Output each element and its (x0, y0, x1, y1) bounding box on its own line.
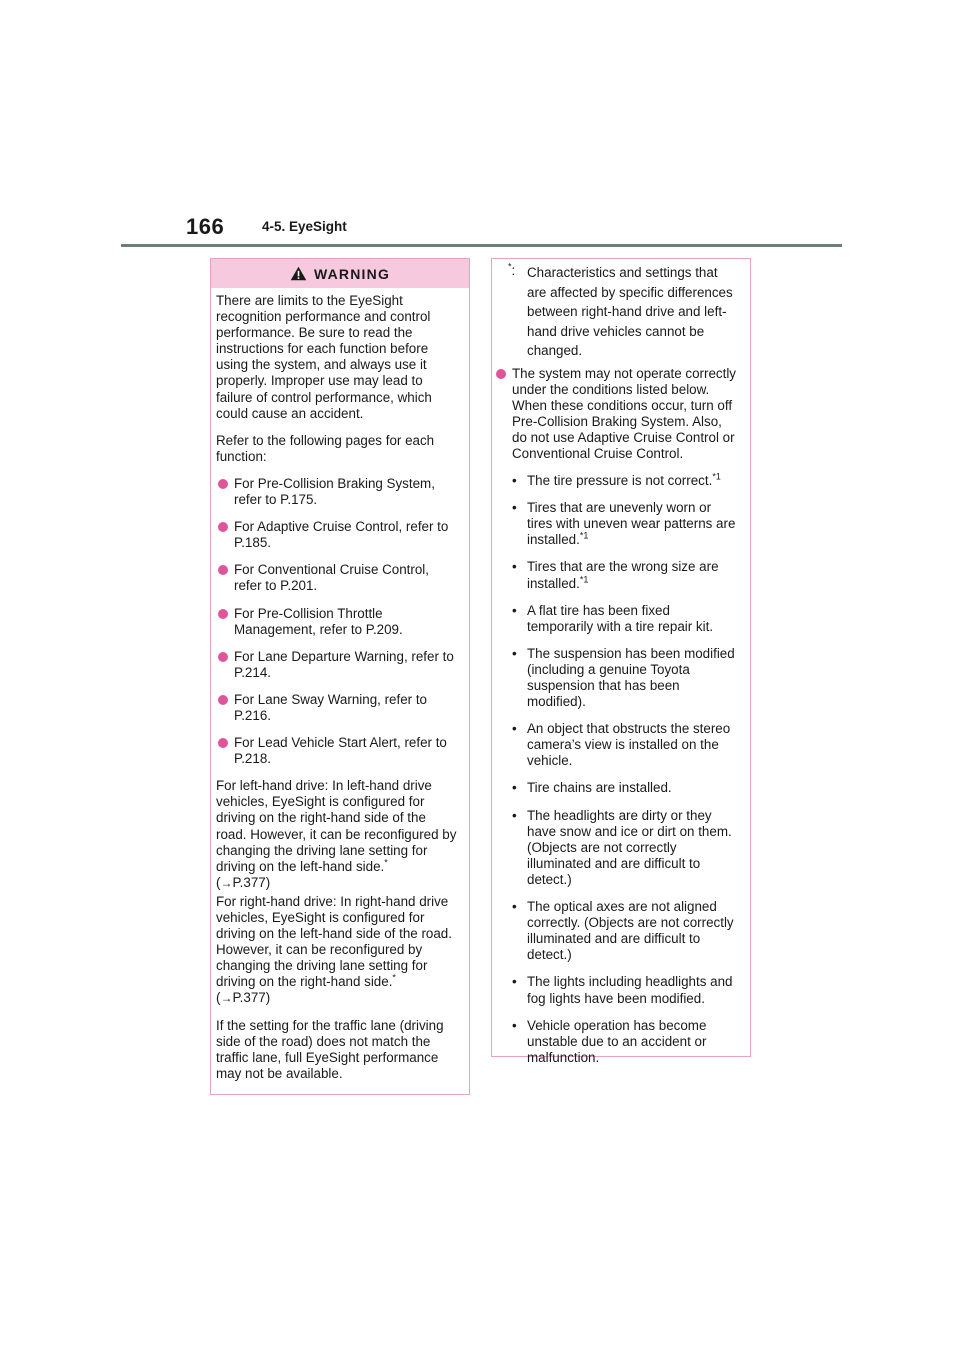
list-item: • The optical axes are not aligned correctly. (Objects are not correctly illuminated and are difficult to detect.) (512, 899, 734, 963)
warning-icon (290, 266, 307, 281)
list-item: • Tire chains are installed. (512, 780, 672, 796)
warning-title: WARNING (313, 265, 391, 282)
arrow-icon: → (220, 991, 233, 1006)
bullet-dot-icon (218, 652, 228, 662)
lhd-paragraph: For left-hand drive: In left-hand drive vehicles, EyeSight is configured for driving on the right-hand side of the road. However, it can be reconfigured by changing the driving lane setting for driving on the left-hand side.* (→P.377) (216, 778, 457, 890)
warning-closing: If the setting for the traffic lane (driving side of the road) does not match the traffic lane, full EyeSight performance may not be available. (216, 1017, 444, 1081)
list-item: For Adaptive Cruise Control, refer to P.185. (216, 519, 459, 551)
header-rule (121, 244, 842, 247)
main-condition-item: The system may not operate correctly under the conditions listed below. When these conditions occur, turn off Pre-Collision Braking System. Also, do not use Adaptive Cruise Control or Conventional Cruise Control. (494, 366, 736, 463)
list-item: • The tire pressure is not correct.$^{*1}$ (512, 471, 721, 489)
bullet-dot-icon (218, 695, 228, 705)
bullet-dot-icon (218, 522, 228, 532)
warning-refer: Refer to the following pages for each function: (216, 432, 435, 464)
footnote-note: *: Characteristics and settings that are affected by specific differences between right-hand drive and left-hand drive vehicles cannot be changed. (508, 261, 733, 358)
warning-header (211, 259, 469, 288)
section-title: 4-5. EyeSight (262, 219, 347, 234)
list-item: • Tires that are unevenly worn or tires with uneven wear patterns are installed.$^{*1}$ (512, 500, 736, 548)
page-number: 166 (186, 214, 225, 239)
list-item: • The suspension has been modified (including a genuine Toyota suspension that has been modified). (512, 645, 735, 710)
arrow-icon: → (220, 875, 233, 890)
rhd-paragraph: For right-hand drive: In right-hand drive vehicles, EyeSight is configured for driving on the left-hand side of the road. However, it can be reconfigured by changing the driving lane setting for driving on the right-hand side.* (→P.377) (216, 893, 452, 1006)
list-item: • The lights including headlights and fog lights have been modified. (512, 974, 733, 1006)
list-item: • An object that obstructs the stereo camera’s view is installed on the vehicle. (512, 721, 731, 769)
list-item: For Lane Departure Warning, refer to P.214. (216, 649, 459, 681)
warning-box (210, 258, 470, 1095)
bullet-dot-icon (496, 369, 506, 379)
list-item: For Conventional Cruise Control, refer to P.201. (216, 562, 459, 594)
list-item: • Vehicle operation has become unstable due to an accident or malfunction. (512, 1017, 707, 1065)
list-item: • A flat tire has been fixed temporarily with a tire repair kit. (512, 602, 714, 634)
list-item: • Tires that are the wrong size are installed.$^{*1}$ (512, 559, 719, 591)
rhd-page-link[interactable]: P.377) (232, 990, 271, 1006)
list-item: For Lane Sway Warning, refer to P.216. (216, 692, 459, 724)
warning-body (211, 288, 469, 1082)
list-item: For Pre-Collision Throttle Management, refer to P.209. (216, 606, 459, 638)
list-item: For Pre-Collision Braking System, refer to P.175. (216, 476, 459, 508)
bullet-dot-icon (218, 565, 228, 575)
bullet-dot-icon (218, 609, 228, 619)
bullet-dot-icon (218, 479, 228, 489)
lhd-page-link[interactable]: P.377) (232, 874, 271, 890)
list-item: For Lead Vehicle Start Alert, refer to P.218. (216, 735, 459, 767)
bullet-dot-icon (218, 738, 228, 748)
list-item: • The headlights are dirty or they have snow and ice or dirt on them. (Objects are not correctly illuminated and are difficult to detect.) (512, 807, 732, 887)
warning-intro: There are limits to the EyeSight recognition performance and control performance. Be sure to read the instructions for each function before using the system, and always use it properly. Improper use may lead to failure of control performance, which could cause an accident. (216, 293, 432, 421)
notice-box (491, 258, 751, 1065)
